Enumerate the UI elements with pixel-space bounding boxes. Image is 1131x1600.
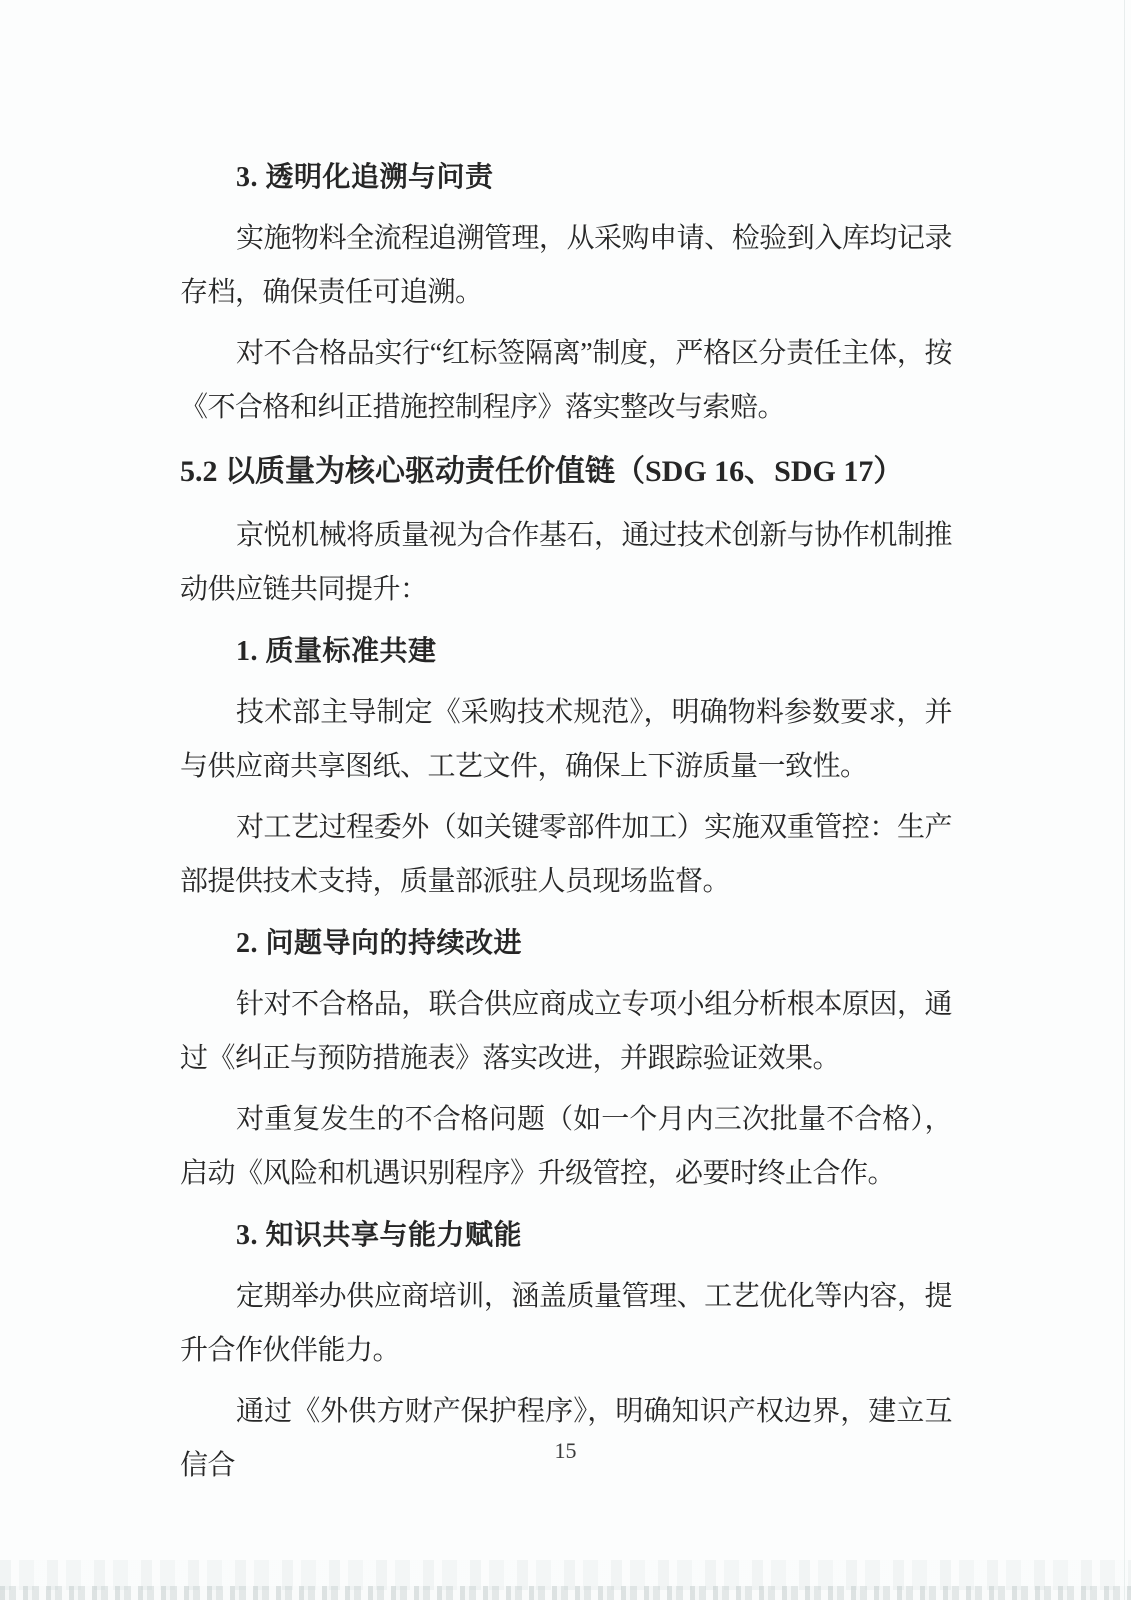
paragraph: 对重复发生的不合格问题（如一个月内三次批量不合格），启动《风险和机遇识别程序》升级管控，必要时终止合作。 bbox=[180, 1104, 952, 1189]
subsection-heading: 2. 问题导向的持续改进 bbox=[236, 928, 523, 959]
paragraph: 对不合格品实行“红标签隔离”制度，严格区分责任主体，按《不合格和纠正措施控制程序》落实整改与索赔。 bbox=[180, 338, 952, 423]
scan-bottom-noise-artifact bbox=[0, 1586, 1131, 1600]
page-content bbox=[180, 143, 952, 1500]
paragraph: 定期举办供应商培训，涵盖质量管理、工艺优化等内容，提升合作伙伴能力。 bbox=[180, 1281, 952, 1366]
paragraph: 实施物料全流程追溯管理，从采购申请、检验到入库均记录存档，确保责任可追溯。 bbox=[180, 223, 952, 308]
paragraph: 对工艺过程委外（如关键零部件加工）实施双重管控：生产部提供技术支持，质量部派驻人员现场监督。 bbox=[180, 812, 952, 897]
subsection-heading: 1. 质量标准共建 bbox=[236, 636, 437, 667]
paragraph: 通过《外供方财产保护程序》，明确知识产权边界，建立互信合 bbox=[180, 1396, 952, 1481]
paragraph: 针对不合格品，联合供应商成立专项小组分析根本原因，通过《纠正与预防措施表》落实改进，并跟踪验证效果。 bbox=[180, 989, 952, 1074]
section-heading: 5.2 以质量为核心驱动责任价值链（SDG 16、SDG 17） bbox=[180, 455, 904, 488]
page-number: 15 bbox=[554, 1438, 577, 1463]
paragraph: 京悦机械将质量视为合作基石，通过技术创新与协作机制推动供应链共同提升： bbox=[180, 520, 952, 605]
subsection-heading: 3. 透明化追溯与问责 bbox=[236, 162, 494, 193]
subsection-heading: 3. 知识共享与能力赋能 bbox=[236, 1220, 523, 1251]
scan-edge-artifact bbox=[1124, 0, 1125, 1600]
paragraph: 技术部主导制定《采购技术规范》，明确物料参数要求，并与供应商共享图纸、工艺文件，确保上下游质量一致性。 bbox=[180, 697, 952, 782]
